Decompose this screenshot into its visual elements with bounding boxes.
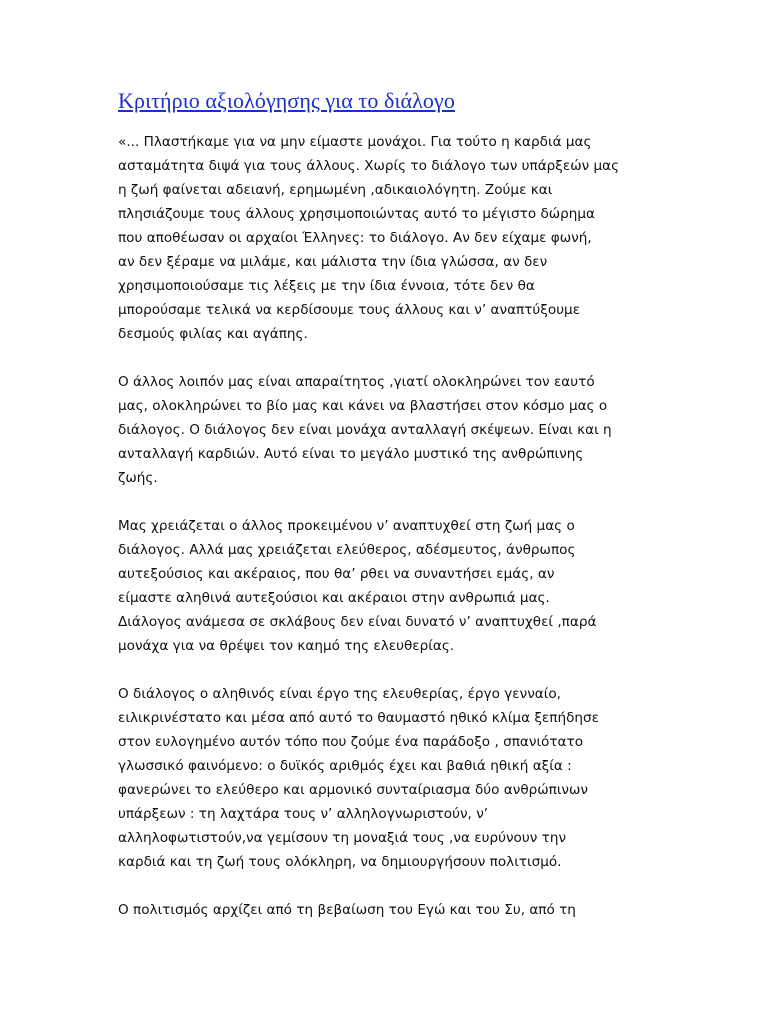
text-line: Ο πολιτισμός αρχίζει από τη βεβαίωση του Εγώ και του Συ, από τη xyxy=(118,902,576,918)
text-line: Ο άλλος λοιπόν μας είναι απαραίτητος ,γιατί ολοκληρώνει τον εαυτό xyxy=(118,374,595,390)
text-line: αν δεν ξέραμε να μιλάμε, και μάλιστα την ίδια γλώσσα, αν δεν xyxy=(118,254,548,270)
text-line: γλωσσικό φαινόμενο: ο δυϊκός αριθμός έχει και βαθιά ηθική αξία : xyxy=(118,758,572,774)
text-line: ανταλλαγή καρδιών. Αυτό είναι το μεγάλο μυστικό της ανθρώπινης xyxy=(118,446,584,462)
paragraph-2 xyxy=(118,370,678,490)
paragraph-3 xyxy=(118,514,678,658)
text-line: μονάχα για να θρέψει τον καημό της ελευθερίας. xyxy=(118,638,455,654)
text-line: υπάρξεων : τη λαχτάρα τους ν’ αλληλογνωριστούν, ν’ xyxy=(118,806,489,822)
text-line: «... Πλαστήκαμε για να μην είμαστε μονάχοι. Για τούτο η καρδιά μας xyxy=(118,134,592,150)
text-line: Διάλογος ανάμεσα σε σκλάβους δεν είναι δυνατό ν’ αναπτυχθεί ,παρά xyxy=(118,614,597,630)
document-title[interactable]: Κριτήριο αξιολόγησης για το διάλογο xyxy=(118,88,455,113)
text-line: στον ευλογημένο αυτόν τόπο που ζούμε ένα παράδοξο , σπανιότατο xyxy=(118,734,584,750)
text-line: είμαστε αληθινά αυτεξούσιοι και ακέραιοι στην ανθρωπιά μας. xyxy=(118,590,550,606)
text-line: Μας χρειάζεται ο άλλος προκειμένου ν’ αναπτυχθεί στη ζωή μας ο xyxy=(118,518,575,534)
text-line: διάλογος. Αλλά μας χρειάζεται ελεύθερος, αδέσμευτος, άνθρωπος xyxy=(118,542,576,558)
text-line: που αποθέωσαν οι αρχαίοι Έλληνες: το διάλογο. Αν δεν είχαμε φωνή, xyxy=(118,230,592,246)
paragraph-1 xyxy=(118,130,678,346)
text-line: Ο διάλογος ο αληθινός είναι έργο της ελευθερίας, έργο γενναίο, xyxy=(118,686,562,702)
paragraph-4 xyxy=(118,682,678,874)
text-line: ασταμάτητα διψά για τους άλλους. Χωρίς το διάλογο των υπάρξεών μας xyxy=(118,158,620,174)
text-line: ειλικρινέστατο και μέσα από αυτό το θαυμαστό ηθικό κλίμα ξεπήδησε xyxy=(118,710,599,726)
text-line: μας, ολοκληρώνει το βίο μας και κάνει να βλαστήσει στον κόσμο μας ο xyxy=(118,398,608,414)
text-line: πλησιάζουμε τους άλλους χρησιμοποιώντας αυτό το μέγιστο δώρημα xyxy=(118,206,596,222)
document-body xyxy=(118,130,678,946)
text-line: ζωής. xyxy=(118,470,158,486)
text-line: αυτεξούσιος και ακέραιος, που θα’ ρθει να συναντήσει εμάς, αν xyxy=(118,566,555,582)
text-line: διάλογος. Ο διάλογος δεν είναι μονάχα ανταλλαγή σκέψεων. Είναι και η xyxy=(118,422,612,438)
text-line: η ζωή φαίνεται αδειανή, ερημωμένη ,αδικαιολόγητη. Ζούμε και xyxy=(118,182,553,198)
text-line: χρησιμοποιούσαμε τις λέξεις με την ίδια έννοια, τότε δεν θα xyxy=(118,278,535,294)
text-line: δεσμούς φιλίας και αγάπης. xyxy=(118,326,308,342)
text-line: αλληλοφωτιστούν,να γεμίσουν τη μοναξιά τους ,να ευρύνουν την xyxy=(118,830,567,846)
paragraph-5 xyxy=(118,898,678,922)
text-line: καρδιά και τη ζωή τους ολόκληρη, να δημιουργήσουν πολιτισμό. xyxy=(118,854,562,870)
text-line: μπορούσαμε τελικά να κερδίσουμε τους άλλους και ν’ αναπτύξουμε xyxy=(118,302,581,318)
text-line: φανερώνει το ελεύθερο και αρμονικό συνταίριασμα δύο ανθρώπινων xyxy=(118,782,589,798)
